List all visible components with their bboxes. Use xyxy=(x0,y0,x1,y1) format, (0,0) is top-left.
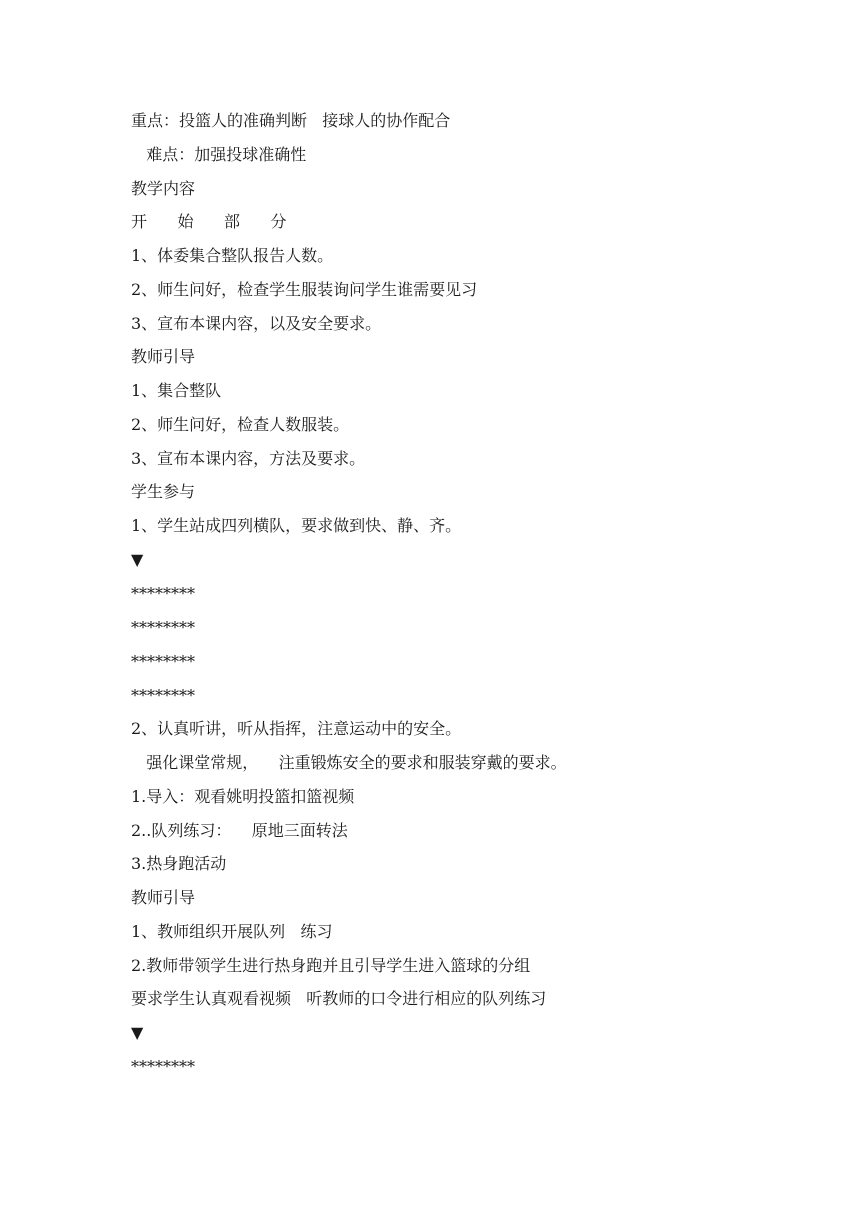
list-item: 2.教师带领学生进行热身跑并且引导学生进入篮球的分组 xyxy=(131,956,531,975)
list-item: 3、宣布本课内容，以及安全要求。 xyxy=(131,314,382,333)
list-item: 2、师生问好，检查学生服装询问学生谁需要见习 xyxy=(131,280,478,299)
list-item: 1.导入：观看姚明投篮扣篮视频 xyxy=(131,787,355,806)
section-heading-teaching-content: 教学内容 xyxy=(131,179,196,198)
difficulty-line: 难点：加强投球准确性 xyxy=(131,145,307,164)
list-item: 2..队列练习： 原地三面转法 xyxy=(131,821,348,840)
list-item: 3.热身跑活动 xyxy=(131,854,227,873)
triangle-marker-icon: ▼ xyxy=(131,1023,144,1042)
section-heading-teacher-guidance: 教师引导 xyxy=(131,347,196,366)
formation-row: ******** xyxy=(131,584,195,603)
key-point-line: 重点：投篮人的准确判断 接球人的协作配合 xyxy=(131,111,451,130)
list-item: 2、认真听讲，听从指挥，注意运动中的安全。 xyxy=(131,719,462,738)
triangle-marker-icon: ▼ xyxy=(131,550,144,569)
section-heading-teacher-guidance: 教师引导 xyxy=(131,888,196,907)
paragraph-line: 强化课堂常规， 注重锻炼安全的要求和服装穿戴的要求。 xyxy=(131,753,567,772)
list-item: 1、教师组织开展队列 练习 xyxy=(131,922,333,941)
formation-row: ******** xyxy=(131,1057,195,1076)
formation-row: ******** xyxy=(131,652,195,671)
section-heading-student-participation: 学生参与 xyxy=(131,482,196,501)
list-item: 1、体委集合整队报告人数。 xyxy=(131,246,334,265)
list-item: 1、集合整队 xyxy=(131,381,222,400)
paragraph-line: 要求学生认真观看视频 听教师的口令进行相应的队列练习 xyxy=(131,989,547,1008)
list-item: 1、学生站成四列横队，要求做到快、静、齐。 xyxy=(131,516,462,535)
list-item: 3、宣布本课内容，方法及要求。 xyxy=(131,449,366,468)
formation-row: ******** xyxy=(131,618,195,637)
list-item: 2、师生问好，检查人数服装。 xyxy=(131,415,350,434)
section-heading-opening-part: 开 始 部 分 xyxy=(131,212,287,231)
formation-row: ******** xyxy=(131,686,195,705)
